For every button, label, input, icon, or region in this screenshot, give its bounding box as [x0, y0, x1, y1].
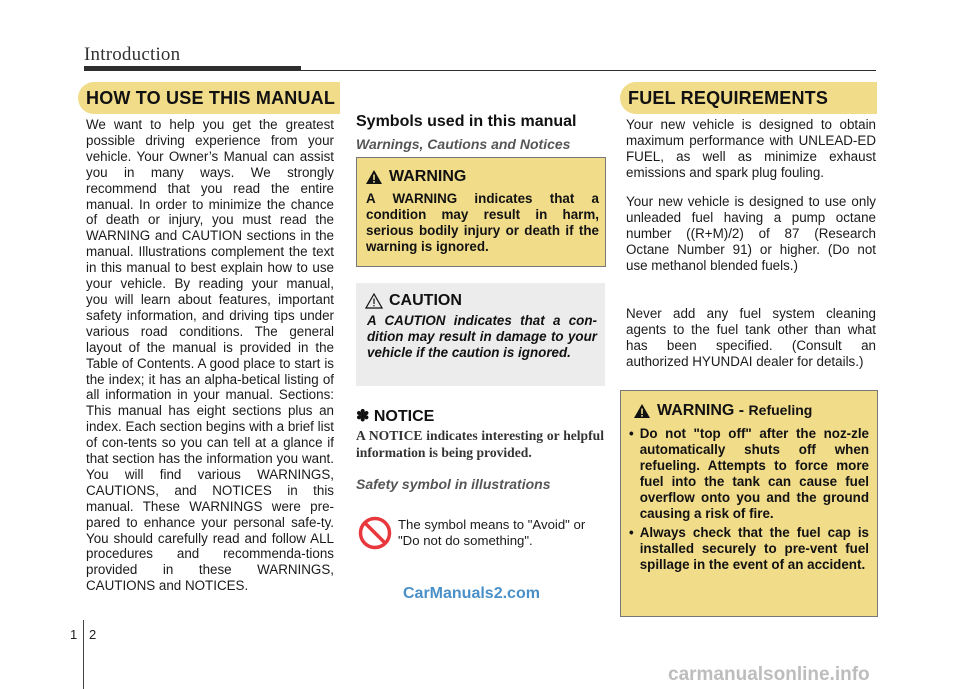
refueling-warning-item-1: Do not "top off" after the noz-zle automatically shuts off when refueling. Attempts to force more fuel into the tank can cause fuel overflow onto you and the ground causing a risk of fire.	[639, 426, 869, 521]
fuel-paragraph-3: Never add any fuel system cleaning agents to the fuel tank other than what has been specified. (Consult an authorized HYUNDAI dealer for details.)	[626, 306, 876, 369]
refueling-warning-title-suffix: Refueling	[748, 402, 813, 418]
fuel-requirements-heading: FUEL REQUIREMENTS	[628, 88, 829, 108]
refueling-warning-box	[620, 390, 878, 617]
refueling-warning-title: WARNING -	[657, 402, 749, 419]
avoid-symbol-text: The symbol means to "Avoid" or "Do not do something".	[398, 517, 586, 548]
warning-box-title: WARNING	[389, 168, 467, 185]
how-to-use-heading-bar	[78, 82, 340, 114]
refueling-warning-list	[629, 426, 869, 573]
warning-box	[356, 157, 606, 267]
warning-triangle-icon	[633, 403, 651, 419]
list-item	[629, 525, 869, 573]
refueling-warning-header	[633, 402, 812, 420]
refueling-warning-item-2: Always check that the fuel cap is installed securely to pre-vent fuel spillage in the event of an accident.	[639, 525, 869, 572]
chapter-title: Introduction	[84, 44, 181, 65]
bullet-icon: •	[629, 426, 634, 441]
warning-box-text: A WARNING indicates that a condition may result in harm, serious bodily injury or death if the warning is ignored.	[366, 191, 599, 254]
caution-box-text: A CAUTION indicates that a con-dition may result in damage to your vehicle if the caution is ignored.	[367, 313, 597, 360]
list-item	[629, 426, 869, 522]
bullet-icon: •	[629, 525, 634, 540]
caution-triangle-icon	[365, 293, 383, 309]
header-rule-thin	[301, 70, 876, 71]
notice-title: ✽ NOTICE	[356, 408, 435, 425]
watermark-carmanualsonline: carmanualsonline.info	[668, 664, 870, 685]
symbols-title: Symbols used in this manual	[356, 113, 577, 130]
page-number: 2	[89, 627, 97, 642]
fuel-requirements-heading-bar	[620, 82, 877, 114]
footer-vertical-rule	[83, 620, 84, 689]
caution-box	[356, 283, 605, 386]
caution-box-title: CAUTION	[389, 292, 462, 309]
watermark-carmanuals2: CarManuals2.com	[403, 585, 540, 602]
how-to-use-heading: HOW TO USE THIS MANUAL	[86, 88, 336, 108]
warning-triangle-icon	[365, 169, 383, 185]
fuel-paragraph-2: Your new vehicle is designed to use only unleaded fuel having a pump octane number ((R+M)/2) of 87 (Research Octane Number 91) or higher. (Do not use methanol blended fuels.)	[626, 194, 876, 273]
safety-symbol-title: Safety symbol in illustrations	[356, 476, 551, 492]
caution-box-header	[365, 292, 462, 310]
symbols-subtitle: Warnings, Cautions and Notices	[356, 136, 571, 152]
warning-box-header	[365, 168, 466, 186]
section-number: 1	[70, 627, 78, 642]
header-rule-thick	[84, 66, 301, 71]
notice-text: A NOTICE indicates interesting or helpful information is being provided.	[356, 428, 604, 460]
avoid-symbol-icon	[358, 516, 392, 555]
how-to-use-paragraph: We want to help you get the greatest possible driving experience from your vehicle. Your Owner’s Manual can assist you in many ways. We strongly recommend that you read the entire manual. In order to minimize the chance of death or injury, you must read the WARNING and CAUTION sections in the manual. Illustrations complement the text in this manual to best explain how to use your vehicle. By reading your manual, you will learn about features, important safety information, and driving tips under various road conditions. The general layout of the manual is provided in the Table of Contents. A good place to start is the index; it has an alpha-betical listing of all information in your manual. Sections: This manual has eight sections plus an index. Each section begins with a brief list of con-tents so you can tell at a glance if that section has the information you want. You will find various WARNINGS, CAUTIONS, and NOTICES in this manual. These WARNINGS were pre-pared to enhance your personal safe-ty. You should carefully read and follow ALL procedures and recommenda-tions provided in these WARNINGS, CAUTIONS and NOTICES.	[86, 117, 334, 594]
fuel-paragraph-1: Your new vehicle is designed to obtain maximum performance with UNLEAD-ED FUEL, as well as minimize exhaust emissions and spark plug fouling.	[626, 117, 876, 180]
